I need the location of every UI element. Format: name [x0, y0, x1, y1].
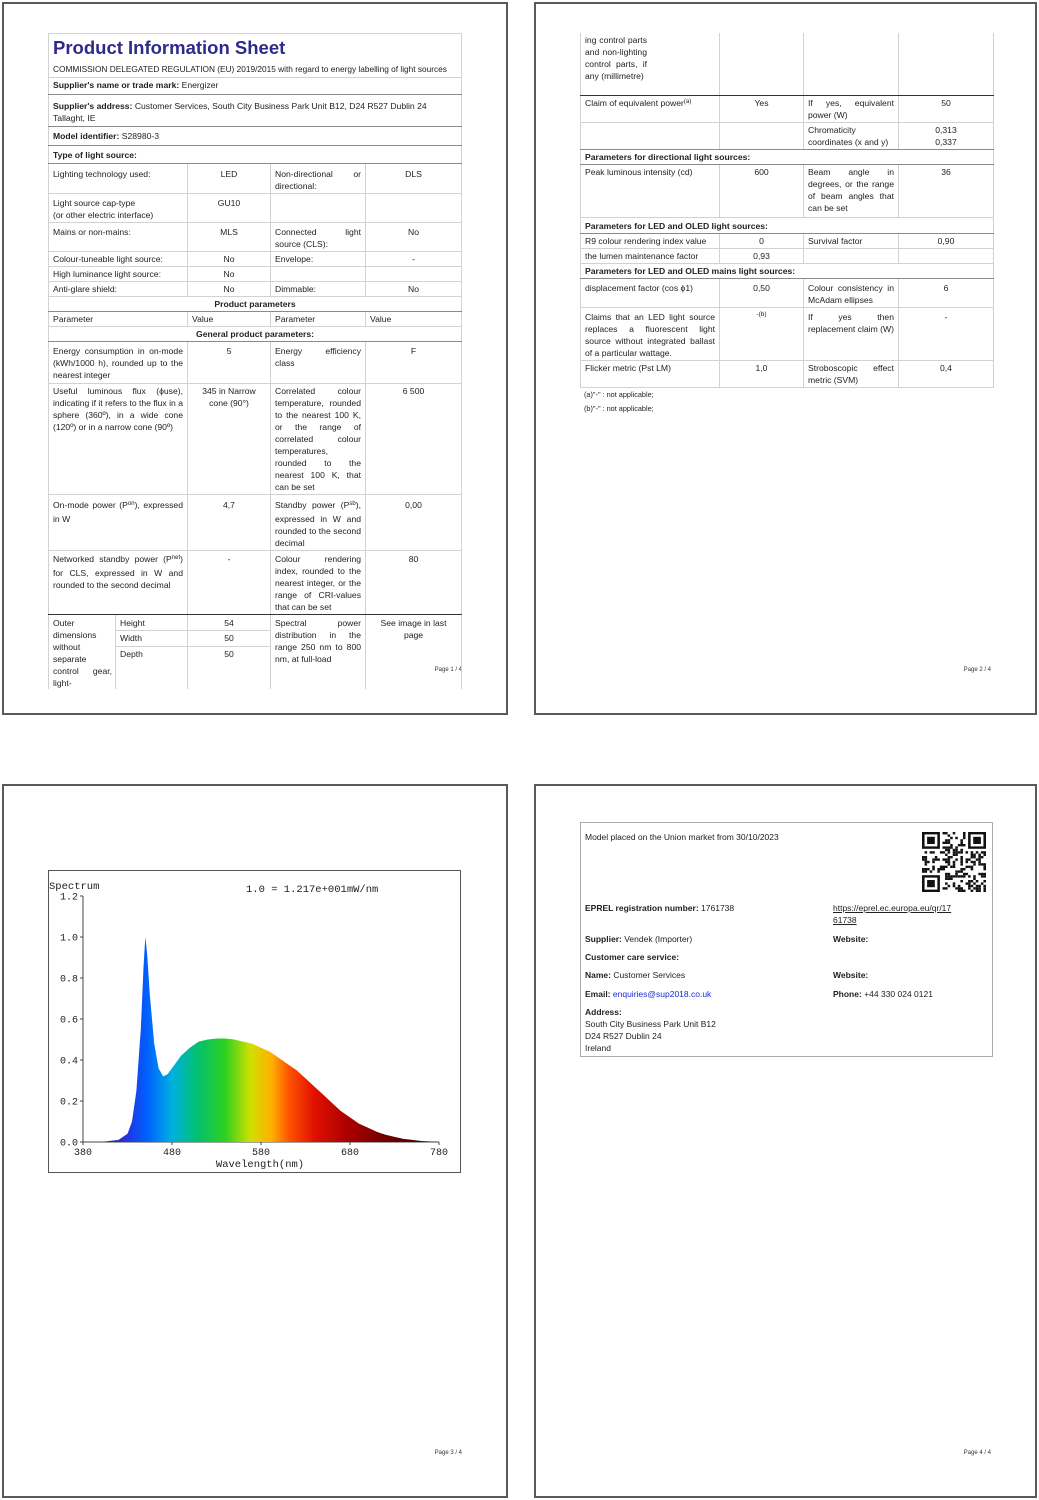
mains-heading: Parameters for LED and OLED mains light sources: — [585, 266, 796, 276]
cct-label: Correlated colour temperature, rounded to the nearest 100 K, or the range of correlated colour temperatures, rounded to the nearest 100 K, that can be set — [271, 384, 366, 495]
high-luminance-value: No — [188, 267, 271, 282]
on-mode-power-value: 4,7 — [188, 495, 271, 551]
depth-label: Depth — [120, 649, 143, 659]
cap-type-value: GU10 — [188, 194, 271, 223]
chromaticity-x: 0,313 — [935, 125, 957, 135]
page-number: Page 4 / 4 — [963, 1450, 991, 1456]
y-tick-label: 0.2 — [59, 1097, 78, 1109]
peak-intensity-value: 600 — [720, 165, 804, 218]
y-tick-label: 1.2 — [59, 892, 78, 904]
eprel-row: EPREL registration number: 1761738 — [585, 903, 735, 913]
product-info-table-page1 — [48, 33, 462, 689]
efficiency-class-label: Energy efficiency class — [271, 342, 366, 384]
contact-box — [580, 822, 993, 1057]
general-parameters-heading: General product parameters: — [196, 329, 314, 339]
replacement-claim-value: - — [899, 308, 994, 361]
page-number: Page 3 / 4 — [434, 1450, 462, 1456]
svm-value: 0,4 — [899, 361, 994, 388]
lumen-maintenance-label: the lumen maintenance factor — [581, 249, 720, 264]
email-row: Email: enquiries@sup2018.co.uk — [585, 989, 712, 999]
anti-glare-value: No — [188, 282, 271, 297]
cls-label: Connected light source (CLS): — [271, 223, 366, 252]
website-label-2: Website: — [833, 970, 869, 980]
col-value: Value — [188, 312, 271, 327]
displacement-factor-value: 0,50 — [720, 279, 804, 308]
control-parts-label: ing control parts and non-lighting control parts, if any (millimetre) — [581, 33, 720, 96]
customer-care-label: Customer care service: — [585, 952, 680, 962]
fluorescent-claim-value: -(b) — [720, 308, 804, 361]
networked-standby-value: - — [188, 551, 271, 615]
energy-consumption-label: Energy consumption in on-mode (kWh/1000 h), rounded up to the nearest integer — [49, 342, 188, 384]
envelope-label: Envelope: — [271, 252, 366, 267]
x-tick-label: 380 — [73, 1148, 93, 1159]
survival-factor-value: 0,90 — [899, 234, 994, 249]
envelope-value: - — [366, 252, 462, 267]
supplier-row: Supplier: Vendek (Importer) — [585, 934, 693, 944]
r9-label: R9 colour rendering index value — [581, 234, 720, 249]
anti-glare-label: Anti-glare shield: — [49, 282, 188, 297]
spectrum-area — [83, 937, 439, 1142]
flicker-value: 1,0 — [720, 361, 804, 388]
y-tick-label: 1.0 — [59, 933, 78, 945]
supplier-label: Supplier's name or trade mark: — [53, 80, 180, 90]
regulation-text: COMMISSION DELEGATED REGULATION (EU) 2019/2015 with regard to energy labelling of light sources — [53, 64, 447, 74]
flicker-label: Flicker metric (Pst LM) — [581, 361, 720, 388]
mains-label: Mains or non-mains: — [49, 223, 188, 252]
phone-row: Phone: +44 330 024 0121 — [833, 989, 933, 999]
dimmable-label: Dimmable: — [271, 282, 366, 297]
x-tick-label: 580 — [251, 1148, 271, 1159]
lumen-maintenance-value: 0,93 — [720, 249, 804, 264]
mains-value: MLS — [188, 223, 271, 252]
name-row: Name: Customer Services — [585, 970, 686, 980]
beam-angle-value: 36 — [899, 165, 994, 218]
equivalent-power-value: 50 — [899, 96, 994, 123]
sheet-title: Product Information Sheet — [53, 37, 286, 58]
market-date: Model placed on the Union market from 30/10/2023 — [585, 832, 779, 842]
y-tick-label: 0.0 — [59, 1138, 78, 1150]
fluorescent-claim-label: Claims that an LED light source replaces a fluorescent light source without integrated ballast of a particular wattage. — [581, 308, 720, 361]
r9-value: 0 — [720, 234, 804, 249]
equivalent-power-label: If yes, equivalent power (W) — [804, 96, 899, 123]
supplier-value: Energizer — [181, 80, 219, 90]
y-tick-label: 0.6 — [59, 1015, 78, 1027]
spectrum-chart — [48, 870, 461, 1173]
width-label: Width — [116, 631, 187, 647]
email-link[interactable]: enquiries@sup2018.co.uk — [612, 989, 712, 999]
x-tick-label: 480 — [162, 1148, 182, 1159]
spectrum-svg — [49, 871, 460, 1172]
displacement-factor-label: displacement factor (cos ϕ1) — [581, 279, 720, 308]
dimmable-value: No — [366, 282, 462, 297]
energy-consumption-value: 5 — [188, 342, 271, 384]
width-value: 50 — [188, 631, 270, 647]
replacement-claim-label: If yes then replacement claim (W) — [804, 308, 899, 361]
cls-value: No — [366, 223, 462, 252]
directional-heading: Parameters for directional light sources: — [585, 152, 751, 162]
lighting-technology-label: Lighting technology used: — [49, 164, 188, 194]
colour-tuneable-label: Colour-tuneable light source: — [49, 252, 188, 267]
footnote-a: (a)"-" : not applicable; — [584, 390, 654, 399]
colour-tuneable-value: No — [188, 252, 271, 267]
cap-type-label: Light source cap-type — [53, 198, 136, 208]
survival-factor-label: Survival factor — [804, 234, 899, 249]
networked-standby-label: Networked standby power $(P^{net})$ for CLS, expressed in W and rounded to the second decimal — [49, 551, 188, 615]
luminous-flux-label: Useful luminous flux (ϕuse), indicating if it refers to the flux in a sphere (360º), in a wide cone (120º) or in a narrow cone (90º) — [49, 384, 188, 495]
depth-value: 50 — [224, 649, 234, 659]
x-tick-label: 780 — [429, 1148, 449, 1159]
on-mode-power-label: On-mode power $(P^{on})$, expressed in W — [49, 495, 188, 551]
colour-consistency-label: Colour consistency in McAdam ellipses — [804, 279, 899, 308]
cri-value: 80 — [366, 551, 462, 615]
equivalent-power-claim-value: Yes — [720, 96, 804, 123]
address-value: Customer Services, South City Business Park Unit B12, D24 R527 Dublin 24 Tallaght, IE — [53, 101, 427, 123]
cap-type-sub: (or other electric interface) — [53, 210, 154, 220]
x-tick-label: 680 — [340, 1148, 360, 1159]
address-block: Address: South City Business Park Unit B12 D24 R527 Dublin 24 Ireland — [585, 1007, 716, 1053]
x-axis-label: Wavelength(nm) — [215, 1159, 305, 1171]
directional-label: Non-directional or directional: — [271, 164, 366, 194]
col-parameter-2: Parameter — [271, 312, 366, 327]
efficiency-class-value: F — [366, 342, 462, 384]
peak-intensity-label: Peak luminous intensity (cd) — [581, 165, 720, 218]
svm-label: Stroboscopic effect metric (SVM) — [804, 361, 899, 388]
chart-title: Spectrum — [49, 881, 100, 893]
height-label: Height — [116, 615, 187, 631]
col-parameter: Parameter — [49, 312, 188, 327]
lighting-technology-value: LED — [188, 164, 271, 194]
chart-header-note: 1.0 = 1.217e+001mW/nm — [246, 884, 379, 896]
qr-code-icon — [922, 832, 986, 892]
colour-consistency-value: 6 — [899, 279, 994, 308]
address-label: Supplier's address: — [53, 101, 133, 111]
model-label: Model identifier: — [53, 131, 120, 141]
product-info-table-page2 — [580, 33, 994, 388]
eprel-link[interactable]: https://eprel.ec.europa.eu/qr/17 61738 — [833, 903, 952, 925]
equivalent-power-claim-label: Claim of equivalent power$^{(a)}$ — [581, 96, 720, 123]
cri-label: Colour rendering index, rounded to the nearest integer, or the range of CRI-values that can be set — [271, 551, 366, 615]
y-tick-label: 0.4 — [59, 1056, 78, 1068]
spectral-distribution-label: Spectral power distribution in the range 250 nm to 800 nm, at full-load — [271, 615, 366, 690]
website-label: Website: — [833, 934, 869, 944]
y-tick-label: 0.8 — [59, 974, 78, 986]
standby-power-value: 0,00 — [366, 495, 462, 551]
type-label: Type of light source: — [53, 150, 137, 160]
luminous-flux-value: 345 in Narrow cone (90°) — [188, 384, 271, 495]
product-parameters-heading: Product parameters — [214, 299, 296, 309]
chromaticity-y: 0,337 — [935, 137, 957, 147]
standby-power-label: Standby power $(P^{sb})$, expressed in W and rounded to the second decimal — [271, 495, 366, 551]
beam-angle-label: Beam angle in degrees, or the range of beam angles that can be set — [804, 165, 899, 218]
footnote-b: (b)"-" : not applicable; — [584, 404, 654, 413]
chromaticity-label: Chromaticity coordinates (x and y) — [804, 123, 899, 150]
directional-value: DLS — [366, 164, 462, 194]
cct-value: 6 500 — [366, 384, 462, 495]
spectral-distribution-value: See image in last page — [366, 615, 462, 690]
height-value: 54 — [188, 615, 270, 631]
page-number: Page 2 / 4 — [963, 667, 991, 673]
led-heading: Parameters for LED and OLED light sources: — [585, 221, 768, 231]
page-number: Page 1 / 4 — [434, 667, 462, 673]
model-value: S28980-3 — [121, 131, 160, 141]
high-luminance-label: High luminance light source: — [49, 267, 188, 282]
col-value-2: Value — [366, 312, 462, 327]
outer-dimensions-label: Outer dimensions without separate control gear, light- — [49, 615, 116, 689]
